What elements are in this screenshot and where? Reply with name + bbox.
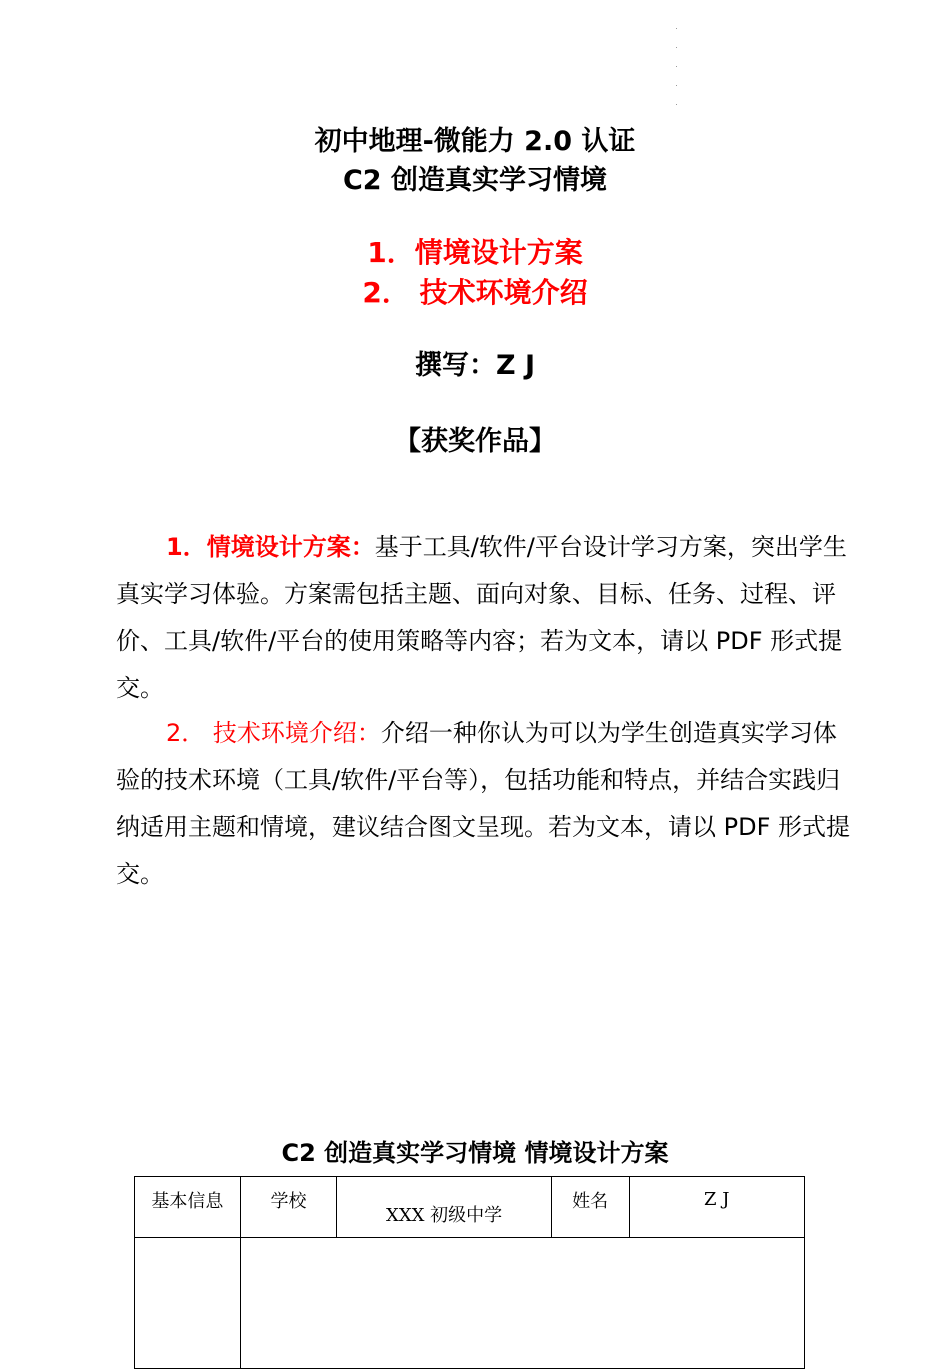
paragraph-2-text: 介绍一种你认为可以为学生创造真实学习体验的技术环境（工具/软件/平台等），包括功能和特点，并结合实践归纳适用主题和情境，建议结合图文呈现。若为文本，请以 PDF 形式提交。 <box>116 719 851 888</box>
document-title-line2: C2 创造真实学习情境 <box>342 165 607 196</box>
school-label: 学校 <box>240 1177 337 1238</box>
description-paragraph-2 <box>116 710 856 898</box>
margin-marks <box>676 28 678 118</box>
contents-item-2: 2． 技术环境介绍 <box>362 276 588 309</box>
basic-info-label: 基本信息 <box>135 1177 241 1238</box>
table-title: C2 创造真实学习情境 情境设计方案 <box>281 1139 669 1167</box>
empty-cell <box>135 1238 241 1369</box>
paragraph-1-text: 基于工具/软件/平台设计学习方案，突出学生真实学习体验。方案需包括主题、面向对象、目标、任务、过程、评价、工具/软件/平台的使用策略等内容；若为文本，请以 PDF 形式提交。 <box>116 533 847 702</box>
table-row <box>135 1177 805 1238</box>
award-label: 【获奖作品】 <box>394 426 556 457</box>
table-row <box>135 1238 805 1369</box>
author-line: 撰写：Z J <box>414 350 536 381</box>
school-value: XXX 初级中学 <box>337 1177 551 1238</box>
empty-cell <box>240 1238 804 1369</box>
name-value: Z J <box>629 1177 804 1238</box>
contents-item-1: 1．情境设计方案 <box>367 236 583 269</box>
paragraph-2-label: 2． 技术环境介绍： <box>166 719 381 747</box>
paragraph-1-label: 1．情境设计方案： <box>166 533 375 561</box>
document-title-line1: 初中地理-微能力 2.0 认证 <box>314 126 636 157</box>
name-label: 姓名 <box>551 1177 629 1238</box>
description-paragraph-1 <box>116 524 856 712</box>
info-table <box>134 1176 805 1369</box>
